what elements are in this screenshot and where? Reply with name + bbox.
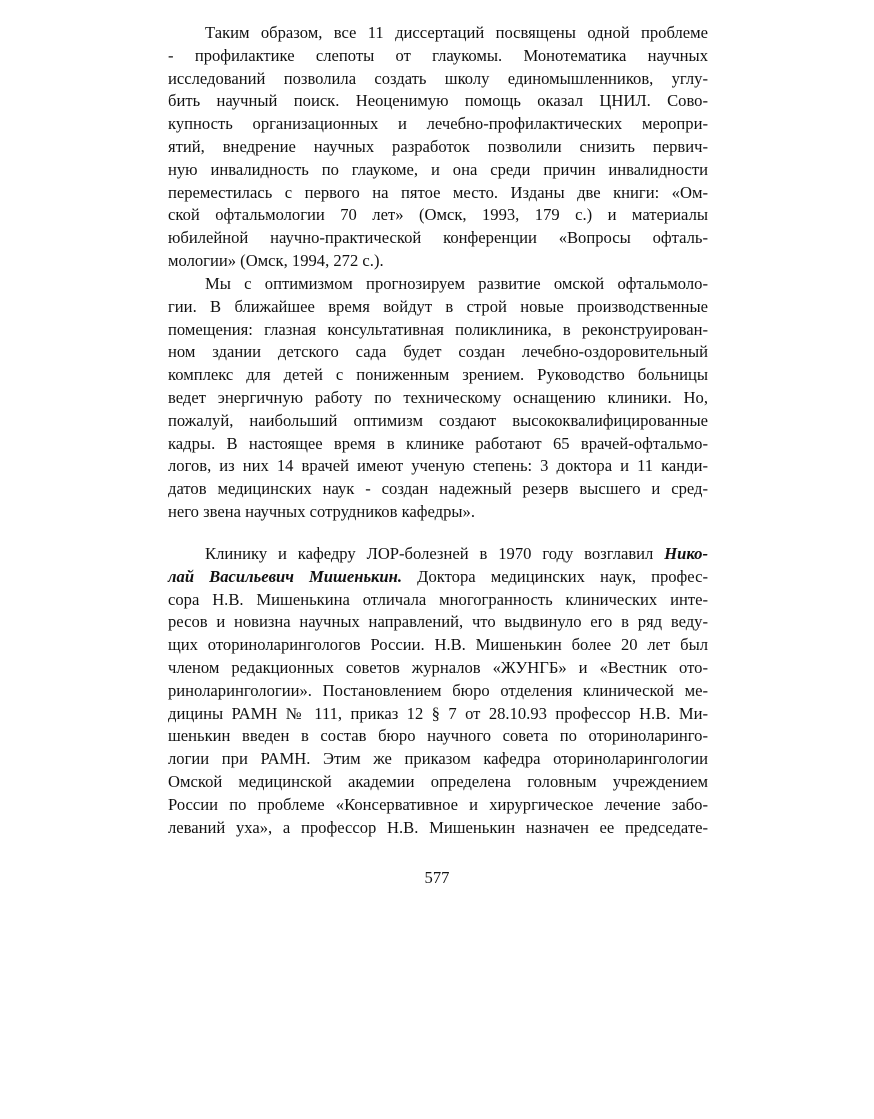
text-line: помещения: глазная консультативная поликлиника, в реконструирован- [168,319,708,339]
text-line: гии. В ближайшее время войдут в строй новые производственные [168,296,708,316]
text-line: ской офтальмологии 70 лет» (Омск, 1993, 179 с.) и материалы [168,205,708,225]
text-line: него звена научных сотрудников кафедры». [168,501,475,521]
text-line: переместилась с первого на пятое место. Изданы две книги: «Ом- [168,182,708,202]
text-line: дицины РАМН № 111, приказ 12 § 7 от 28.10.93 профессор Н.В. Ми- [168,703,708,723]
text-line: ресов и новизна научных направлений, что выдвинуло его в ряд веду- [168,612,708,632]
text-line: - профилактике слепоты от глаукомы. Монотематика научных [168,45,708,65]
text-line: членом редакционных советов журналов «ЖУНГБ» и «Вестник ото- [168,657,708,677]
text-line: исследований позволила создать школу единомышленников, углу- [168,68,708,88]
text-line: ном здании детского сада будет создан лечебно-оздоровительный [168,342,708,362]
text-line: пожалуй, наибольший оптимизм создают высококвалифицированные [168,410,708,430]
person-name: лай Васильевич Мишенькин. [168,566,403,586]
text-line: комплекс для детей с пониженным зрением. Руководство больницы [168,365,708,385]
page-number: 577 [424,868,450,887]
text-line: мологии» (Омск, 1994, 272 с.). [168,250,384,270]
text-line: логов, из них 14 врачей имеют ученую степень: 3 доктора и 11 канди- [168,456,708,476]
text-line [168,566,708,589]
text-line: России по проблеме «Консервативное и хирургическое лечение забо- [168,794,708,814]
paragraph-2 [168,273,708,524]
text-line: бить научный поиск. Неоценимую помощь оказал ЦНИЛ. Сово- [168,91,708,111]
text-line: Омской медицинской академии определена головным учреждением [168,771,708,791]
text-line: датов медицинских наук - создан надежный резерв высшего и сред- [168,479,708,499]
text-line: Таким образом, все 11 диссертаций посвящены одной проблеме [205,23,708,42]
text-line: купность организационных и лечебно-профилактических меропри- [168,114,708,134]
text-line: логии при РАМН. Этим же приказом кафедра оториноларингологии [168,749,708,769]
text-line: ную инвалидность по глаукоме, и она среди причин инвалидности [168,159,708,179]
text-line: кадры. В настоящее время в клинике работают 65 врачей-офтальмо- [168,433,708,453]
text-line [168,543,708,566]
text-line: ятий, внедрение научных разработок позволили снизить первич- [168,136,708,156]
text-line: Мы с оптимизмом прогнозируем развитие омской офтальмоло- [205,274,708,293]
text-run: Доктора медицинских наук, профес- [402,566,708,586]
text-run: Клинику и кафедру ЛОР-болезней в 1970 году возглавил [205,544,665,563]
text-line: шенькин введен в состав бюро научного совета по оториноларинго- [168,726,708,746]
person-name: Нико- [664,544,708,563]
text-line: щих оториноларингологов России. Н.В. Мишенькин более 20 лет был [168,635,708,655]
text-line: юбилейной научно-практической конференции «Вопросы офталь- [168,228,708,248]
paragraph-3 [168,543,708,839]
text-line: сора Н.В. Мишенькина отличала многогранность клинических инте- [168,589,708,609]
text-line: леваний уха», а профессор Н.В. Мишенькин назначен ее председате- [168,817,708,837]
text-line: ведет энергичную работу по техническому оснащению клиники. Но, [168,387,708,407]
paragraph-1 [168,22,708,273]
text-line: риноларингологии». Постановлением бюро отделения клинической ме- [168,680,708,700]
